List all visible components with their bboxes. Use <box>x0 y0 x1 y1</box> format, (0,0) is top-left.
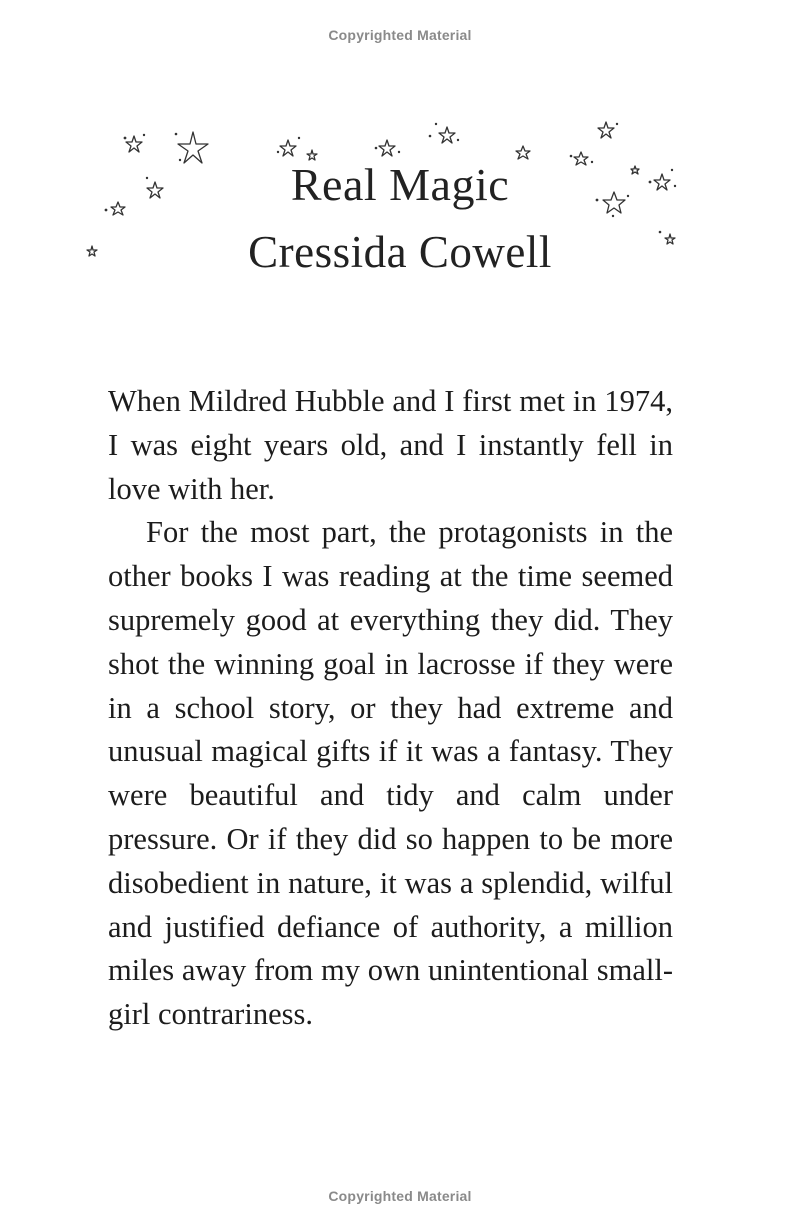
paragraph-1: When Mildred Hubble and I first met in 1974, I was eight years old, and I instantly fell in love with her. <box>108 384 673 506</box>
watermark-top: Copyrighted Material <box>328 27 472 43</box>
paragraph-2: For the most part, the protagonists in the other books I was reading at the time seemed supremely good at everything they did. They shot the winning goal in lacrosse if they were in a school story, or they had extreme and unusual magical gifts if it was a fantasy. They were beautiful and tidy and calm under pressure. Or if they did so happen to be more disobedient in nature, it was a splendid, wilful and justified defiance of authority, a million miles away from my own unintentional small-girl contrariness. <box>108 515 673 1032</box>
watermark-bottom: Copyrighted Material <box>328 1188 472 1204</box>
chapter-author: Cressida Cowell <box>248 227 552 277</box>
chapter-title: Real Magic <box>290 159 510 210</box>
body-text <box>108 380 673 1037</box>
